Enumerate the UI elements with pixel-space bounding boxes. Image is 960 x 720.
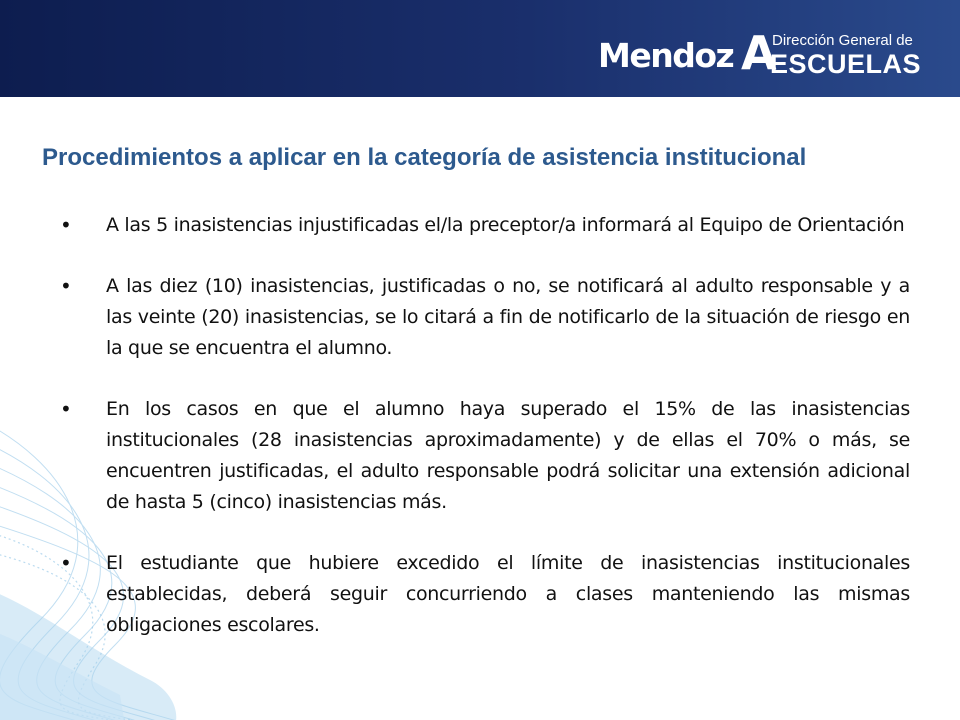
slide-title: Procedimientos a aplicar en la categoría de asistencia institucional (42, 144, 807, 171)
bullet-item: • A las 5 inasistencias injustificadas el/la preceptor/a informará al Equipo de Orientación (58, 210, 910, 241)
bullet-item: • En los casos en que el alumno haya superado el 15% de las inasistencias institucionales (28 inasistencias aproximadamente) y de ellas el 70% o más, se encuentren justificadas, el adulto responsable podrá solicitar una extensión adicional de hasta 5 (cinco) inasistencias más. (58, 394, 910, 518)
logo-escuelas: ESCUELAS (770, 49, 922, 79)
mendoza-escuelas-logo (598, 28, 928, 84)
bullet-list (58, 210, 910, 671)
header-banner (0, 0, 960, 97)
bullet-item: • El estudiante que hubiere excedido el límite de inasistencias institucionales establecidas, deberá seguir concurriendo a clases manteniendo las mismas obligaciones escolares. (58, 548, 910, 641)
logo-wordmark: Mendoz (598, 36, 734, 75)
logo-subtitle: Dirección General de (772, 32, 913, 49)
bullet-item: • A las diez (10) inasistencias, justificadas o no, se notificará al adulto responsable y a las veinte (20) inasistencias, se lo citará a fin de notificarlo de la situación de riesgo en la que se encuentra el alumno. (58, 271, 910, 364)
logo-a-letter: A (741, 26, 777, 80)
